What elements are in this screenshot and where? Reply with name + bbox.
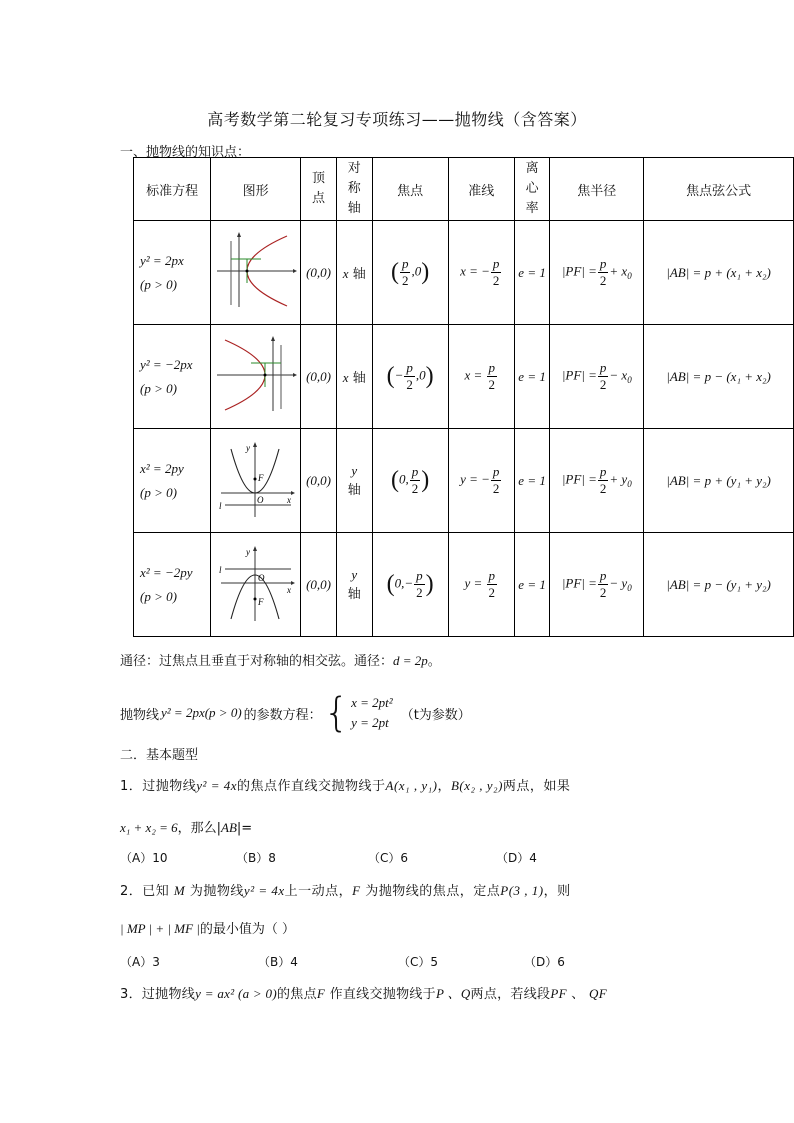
- focal-chord-cell: |AB| = p − (y₁ + y₂): [644, 533, 794, 637]
- graph-label-x: x: [286, 584, 291, 595]
- header-focus: 焦点: [372, 158, 448, 221]
- graph-label-F: F: [257, 596, 264, 607]
- parabola-table: [133, 157, 794, 637]
- header-graph: 图形: [211, 158, 301, 221]
- focal-chord-cell: |AB| = p + (x₁ + x₂): [644, 221, 794, 325]
- header-directrix: 准线: [448, 158, 514, 221]
- eccentricity-cell: e = 1: [514, 533, 550, 637]
- standard-equation-cell: y² = −2px (p > 0): [134, 325, 211, 429]
- header-axis: 对 称 轴: [336, 158, 372, 221]
- directrix-cell: y = − $\frac{p}{2}$: [448, 429, 514, 533]
- table-row: [134, 533, 794, 637]
- vertex-cell: (0,0): [301, 325, 337, 429]
- question-3-line-1: 3．过抛物线y = ax² (a > 0)的焦点F 作直线交抛物线于P 、Q两点，若线段PF 、 QF: [120, 986, 607, 1002]
- section-heading-basic: 二．基本题型: [120, 748, 199, 763]
- graph-label-F: F: [257, 472, 264, 483]
- focal-chord-cell: |AB| = p + (y₁ + y₂): [644, 429, 794, 533]
- graph-label-l: l: [218, 564, 222, 575]
- table-row: [134, 221, 794, 325]
- focal-radius-cell: |PF| = $\frac{p}{2}$ − $x_0$: [550, 325, 644, 429]
- header-focal-chord: 焦点弦公式: [644, 158, 794, 221]
- axis-cell: y 轴: [336, 429, 372, 533]
- vertex-cell: (0,0): [301, 429, 337, 533]
- graph-cell: [211, 533, 301, 637]
- graph-label-y: y: [245, 546, 250, 557]
- graph-cell: [211, 325, 301, 429]
- focus-cell: (0,− $\frac{p}{2}$ ): [372, 533, 448, 637]
- question-1-option-c: （C）6: [368, 851, 409, 865]
- parametric-equation-line: 抛物线 y² = 2px(p > 0) 的参数方程： { x = 2pt² y = 2pt （t为参数）: [120, 690, 471, 736]
- eccentricity-cell: e = 1: [514, 325, 550, 429]
- eccentricity-cell: e = 1: [514, 429, 550, 533]
- question-1-line-2: x₁ + x₂ = 6，那么|AB|=: [120, 820, 253, 836]
- graph-label-O: O: [256, 494, 264, 505]
- table-row: [134, 325, 794, 429]
- graph-cell: [211, 221, 301, 325]
- question-1-option-d: （D）4: [496, 851, 537, 865]
- focal-radius-cell: |PF| = $\frac{p}{2}$ + $y_0$: [550, 429, 644, 533]
- question-2-option-a: （A）3: [120, 955, 160, 969]
- standard-equation-cell: x² = −2py (p > 0): [134, 533, 211, 637]
- question-2-option-d: （D）6: [524, 955, 565, 969]
- focal-radius-cell: |PF| = $\frac{p}{2}$ − $y_0$: [550, 533, 644, 637]
- graph-label-O: O: [257, 572, 265, 583]
- brace: {: [323, 690, 350, 736]
- parabola-down-graph: [215, 543, 297, 623]
- question-1-option-a: （A）10: [120, 851, 168, 865]
- graph-label-l: l: [218, 500, 222, 511]
- table-row: [134, 429, 794, 533]
- table-header-row: [134, 158, 794, 221]
- focus-cell: (0, $\frac{p}{2}$ ): [372, 429, 448, 533]
- focal-radius-cell: |PF| = $\frac{p}{2}$ + $x_0$: [550, 221, 644, 325]
- directrix-cell: x = − $\frac{p}{2}$: [448, 221, 514, 325]
- question-1-line-1: 1．过抛物线y² = 4x的焦点作直线交抛物线于A(x₁ , y₁)，B(x₂ , y₂)两点，如果: [120, 778, 571, 794]
- focus-cell: (− $\frac{p}{2}$ ,0): [372, 325, 448, 429]
- standard-equation-cell: x² = 2py (p > 0): [134, 429, 211, 533]
- vertex-cell: (0,0): [301, 533, 337, 637]
- parabola-up-graph: [215, 439, 297, 519]
- eccentricity-cell: e = 1: [514, 221, 550, 325]
- graph-label-y: y: [245, 442, 250, 453]
- vertex-cell: (0,0): [301, 221, 337, 325]
- page-title: 高考数学第二轮复习专项练习——抛物线（含答案）: [207, 110, 587, 129]
- header-focal-radius: 焦半径: [550, 158, 644, 221]
- header-standard-equation: 标准方程: [134, 158, 211, 221]
- graph-cell: [211, 429, 301, 533]
- section-heading-knowledge: 一、抛物线的知识点：: [120, 145, 251, 160]
- parabola-right-graph: [215, 231, 297, 311]
- graph-label-x: x: [286, 494, 291, 505]
- axis-cell: x 轴: [336, 221, 372, 325]
- header-eccentricity: 离 心 率: [514, 158, 550, 221]
- question-2-option-c: （C）5: [398, 955, 439, 969]
- parabola-left-graph: [215, 335, 297, 415]
- standard-equation-cell: y² = 2px (p > 0): [134, 221, 211, 325]
- header-vertex: 顶 点: [301, 158, 337, 221]
- axis-cell: y 轴: [336, 533, 372, 637]
- focus-cell: ( $\frac{p}{2}$ ,0): [372, 221, 448, 325]
- question-2-line-1: 2．已知 M 为抛物线y² = 4x上一动点，F 为抛物线的焦点，定点P(3 , 1)，则: [120, 883, 571, 899]
- question-2-option-b: （B）4: [258, 955, 298, 969]
- directrix-cell: y = $\frac{p}{2}$: [448, 533, 514, 637]
- focal-chord-cell: |AB| = p − (x₁ + x₂): [644, 325, 794, 429]
- question-1-option-b: （B）8: [236, 851, 276, 865]
- latus-rectum-line: 通径：过焦点且垂直于对称轴的相交弦。通径：d = 2p。: [120, 653, 441, 669]
- question-2-line-2: | MP | + | MF |的最小值为（ ）: [120, 921, 296, 937]
- axis-cell: x 轴: [336, 325, 372, 429]
- directrix-cell: x = $\frac{p}{2}$: [448, 325, 514, 429]
